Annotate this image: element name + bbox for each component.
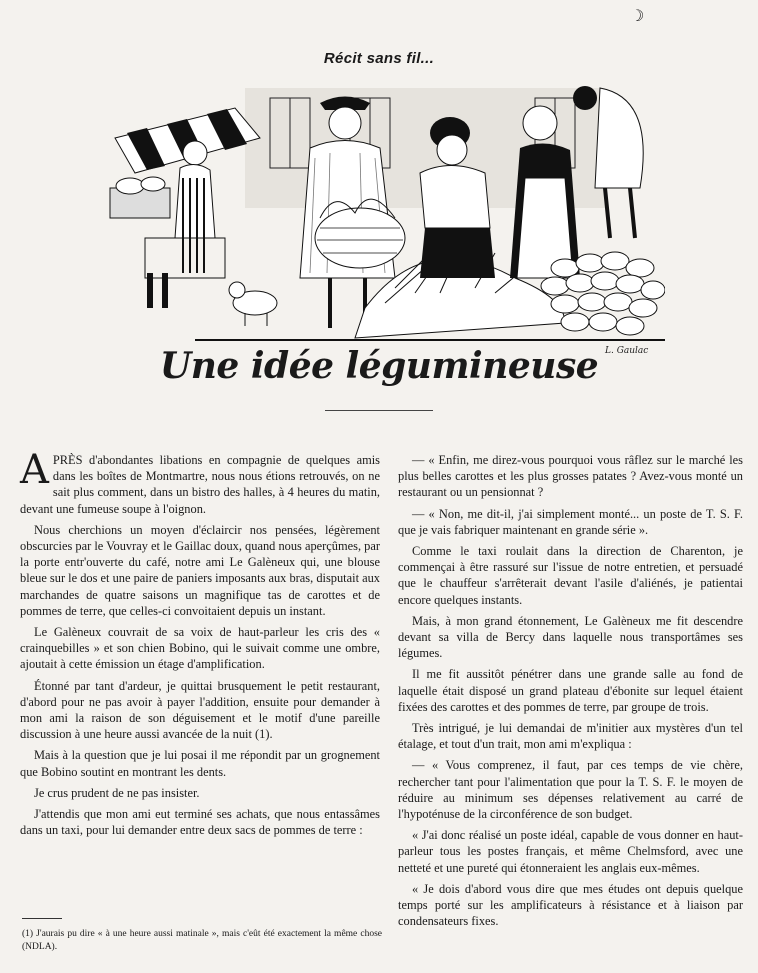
corner-mark: ☽ [630,8,645,25]
paragraph: Nous cherchions un moyen d'éclaircir nos pensées, légèrement obscurcies par le Vouvray et le Gaillac doux, quand nous aperçûmes, par la porte entr'ouverte du café, notre ami Le Galèneux qui, une blouse bleue sur le dos et une paire de paniers imposants aux bras, disputait aux marchandes de quatre saisons un magnifique tas de carottes et de pommes de terre, que celles-ci convoitaient depuis un instant. [20,522,380,618]
article-title: Une idée légumineuse [159,345,599,387]
market-illustration [95,78,665,360]
paragraph: Mais, à mon grand étonnement, Le Galèneux me fit descendre devant sa villa de Bercy dans laquelle nous transportâmes ses légumes. [398,613,743,661]
paragraph: Très intrigué, je lui demandai de m'initier aux mystères d'un tel étalage, et tout d'un trait, mon ami m'expliqua : [398,721,743,752]
right-column [398,452,743,934]
footnote: (1) J'aurais pu dire « à une heure aussi matinale », mais c'eût été exactement la même chose (NDLA). [22,929,382,952]
paragraph: Je crus prudent de ne pas insister. [34,785,200,800]
paragraph: — « Non, me dit-il, j'ai simplement monté... un poste de T. S. F. que je vais fabriquer maintenant en grande série ». [398,506,743,537]
paragraph: J'attendis que mon ami eut terminé ses achats, que nous entassâmes dans un taxi, pour lui demander entre deux sacs de pommes de terre : [20,807,380,838]
paragraph: « J'ai donc réalisé un poste idéal, capable de vous donner en haut-parleur tous les postes français, et même Chelmsford, avec une netteté et une pureté qui étonneraient les anglais eux-mêmes. [398,828,743,875]
paragraph: « Je dois d'abord vous dire que mes études ont depuis quelque temps porté sur les amplificateurs à résistance et à liaison par condensateurs fixes. [398,881,743,929]
paragraph: Il me fit aussitôt pénétrer dans une grande salle au fond de laquelle était disposé un grand plateau d'ébonite sur lequel étaient fixées des carottes et des pommes de terre, par groupe de trois. [398,667,743,714]
paragraph: APRÈS d'abondantes libations en compagnie de quelques amis dans les boîtes de Montmartre, nous nous étions retrouvés, on ne sait plus comment, dans un bistro des halles, à 4 heures du matin, devant une fumeuse soupe à l'oignon. [20,447,380,516]
paragraph: Mais à la question que je lui posai il me répondit par un grognement que Bobino soutint en montrant les dents. [20,748,380,779]
illustrator-signature: L. Gaulac [605,346,649,356]
paragraph: Comme le taxi roulait dans la direction de Charenton, je commençai à être rassuré sur l'issue de notre entretien, et persuadé que le chauffeur s'arrêterait devant l'asile d'aliénés, je patientai encore quelques instants. [398,544,743,607]
footnote-rule [22,918,62,919]
paragraph: Le Galèneux couvrait de sa voix de haut-parleur les cris des « crainquebilles » et son chien Bobino, qui le suivait comme une ombre, ajoutait à cette émission un étage d'amplification. [20,625,380,672]
paragraph: Étonné par tant d'ardeur, je quittai brusquement le petit restaurant, d'abord pour ne pas avoir à payer l'addition, ensuite pour demander à mon ami la raison de son déguisement et le motif d'une pareille discussion à une heure aussi avancée de la nuit (1). [20,678,380,742]
paragraph: — « Enfin, me direz-vous pourquoi vous râflez sur le marché les plus belles carottes et les plus grosses patates ? Avez-vous monté un restaurant ou un pensionnat ? [398,453,743,500]
drop-cap: A [20,447,49,493]
left-column [20,447,380,843]
title-divider [325,410,433,411]
paragraph: — « Vous comprenez, il faut, par ces temps de vie chère, rechercher tant pour l'alimentation que pour la T. S. F. le moyen de réduire au minimum ses dépenses relativement au carré de l'hypoténuse de la circonférence de son budget. [398,758,743,822]
section-kicker: Récit sans fil... [323,50,435,67]
